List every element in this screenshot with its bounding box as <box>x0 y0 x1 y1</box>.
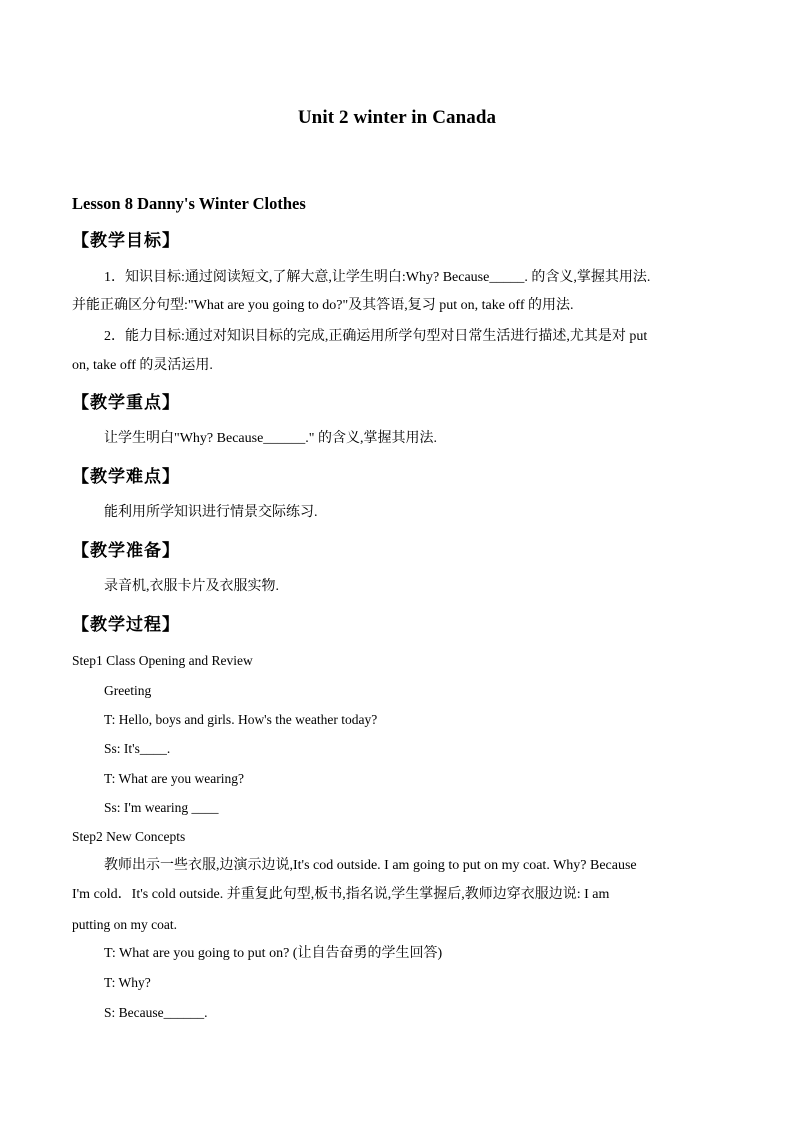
focus-text: 让学生明白"Why? Because______." 的含义,掌握其用法. <box>104 431 437 446</box>
goals-line-2: 并能正确区分句型:"What are you going to do?"及其答语,复习 put on, take off 的用法. <box>72 298 574 313</box>
section-heading-process: 【教学过程】 <box>72 615 180 635</box>
step2-line-1: 教师出示一些衣服,边演示边说,It's cod outside. I am going to put on my coat. Why? Because <box>104 858 637 873</box>
step2-line-b: S: Because______. <box>104 1005 208 1020</box>
goals-line-4: on, take off 的灵活运用. <box>72 358 213 373</box>
step1-line: Ss: I'm wearing ____ <box>104 800 219 815</box>
step1-title: Step1 Class Opening and Review <box>72 653 253 668</box>
step2-line-b: T: Why? <box>104 975 151 990</box>
step1-line: T: What are you wearing? <box>104 771 245 786</box>
section-heading-difficulty: 【教学难点】 <box>72 467 180 487</box>
step2-line-b: T: What are you going to put on? (让自告奋勇的学生回答) <box>104 946 443 961</box>
goals-line-1: 1．知识目标:通过阅读短文,了解大意,让学生明白:Why? Because_____. 的含义,掌握其用法. <box>104 270 651 285</box>
step1-line: Greeting <box>104 683 152 698</box>
preparation-text: 录音机,衣服卡片及衣服实物. <box>104 579 279 594</box>
step2-line-2: I'm cold．It's cold outside. 并重复此句型,板书,指名说,学生掌握后,教师边穿衣服边说: I am <box>72 887 610 902</box>
step2-line-3: putting on my coat. <box>72 917 177 932</box>
goals-line-3: 2．能力目标:通过对知识目标的完成,正确运用所学句型对日常生活进行描述,尤其是对 put <box>104 329 648 344</box>
step1-line: Ss: It's____. <box>104 741 171 756</box>
section-heading-goals: 【教学目标】 <box>72 231 180 251</box>
step1-line: T: Hello, boys and girls. How's the weather today? <box>104 712 378 727</box>
lesson-title: Lesson 8 Danny's Winter Clothes <box>72 194 306 213</box>
page-title: Unit 2 winter in Canada <box>297 107 497 128</box>
step2-title: Step2 New Concepts <box>72 829 186 844</box>
section-heading-preparation: 【教学准备】 <box>72 541 180 561</box>
difficulty-text: 能利用所学知识进行情景交际练习. <box>104 505 318 520</box>
section-heading-focus: 【教学重点】 <box>72 393 180 413</box>
